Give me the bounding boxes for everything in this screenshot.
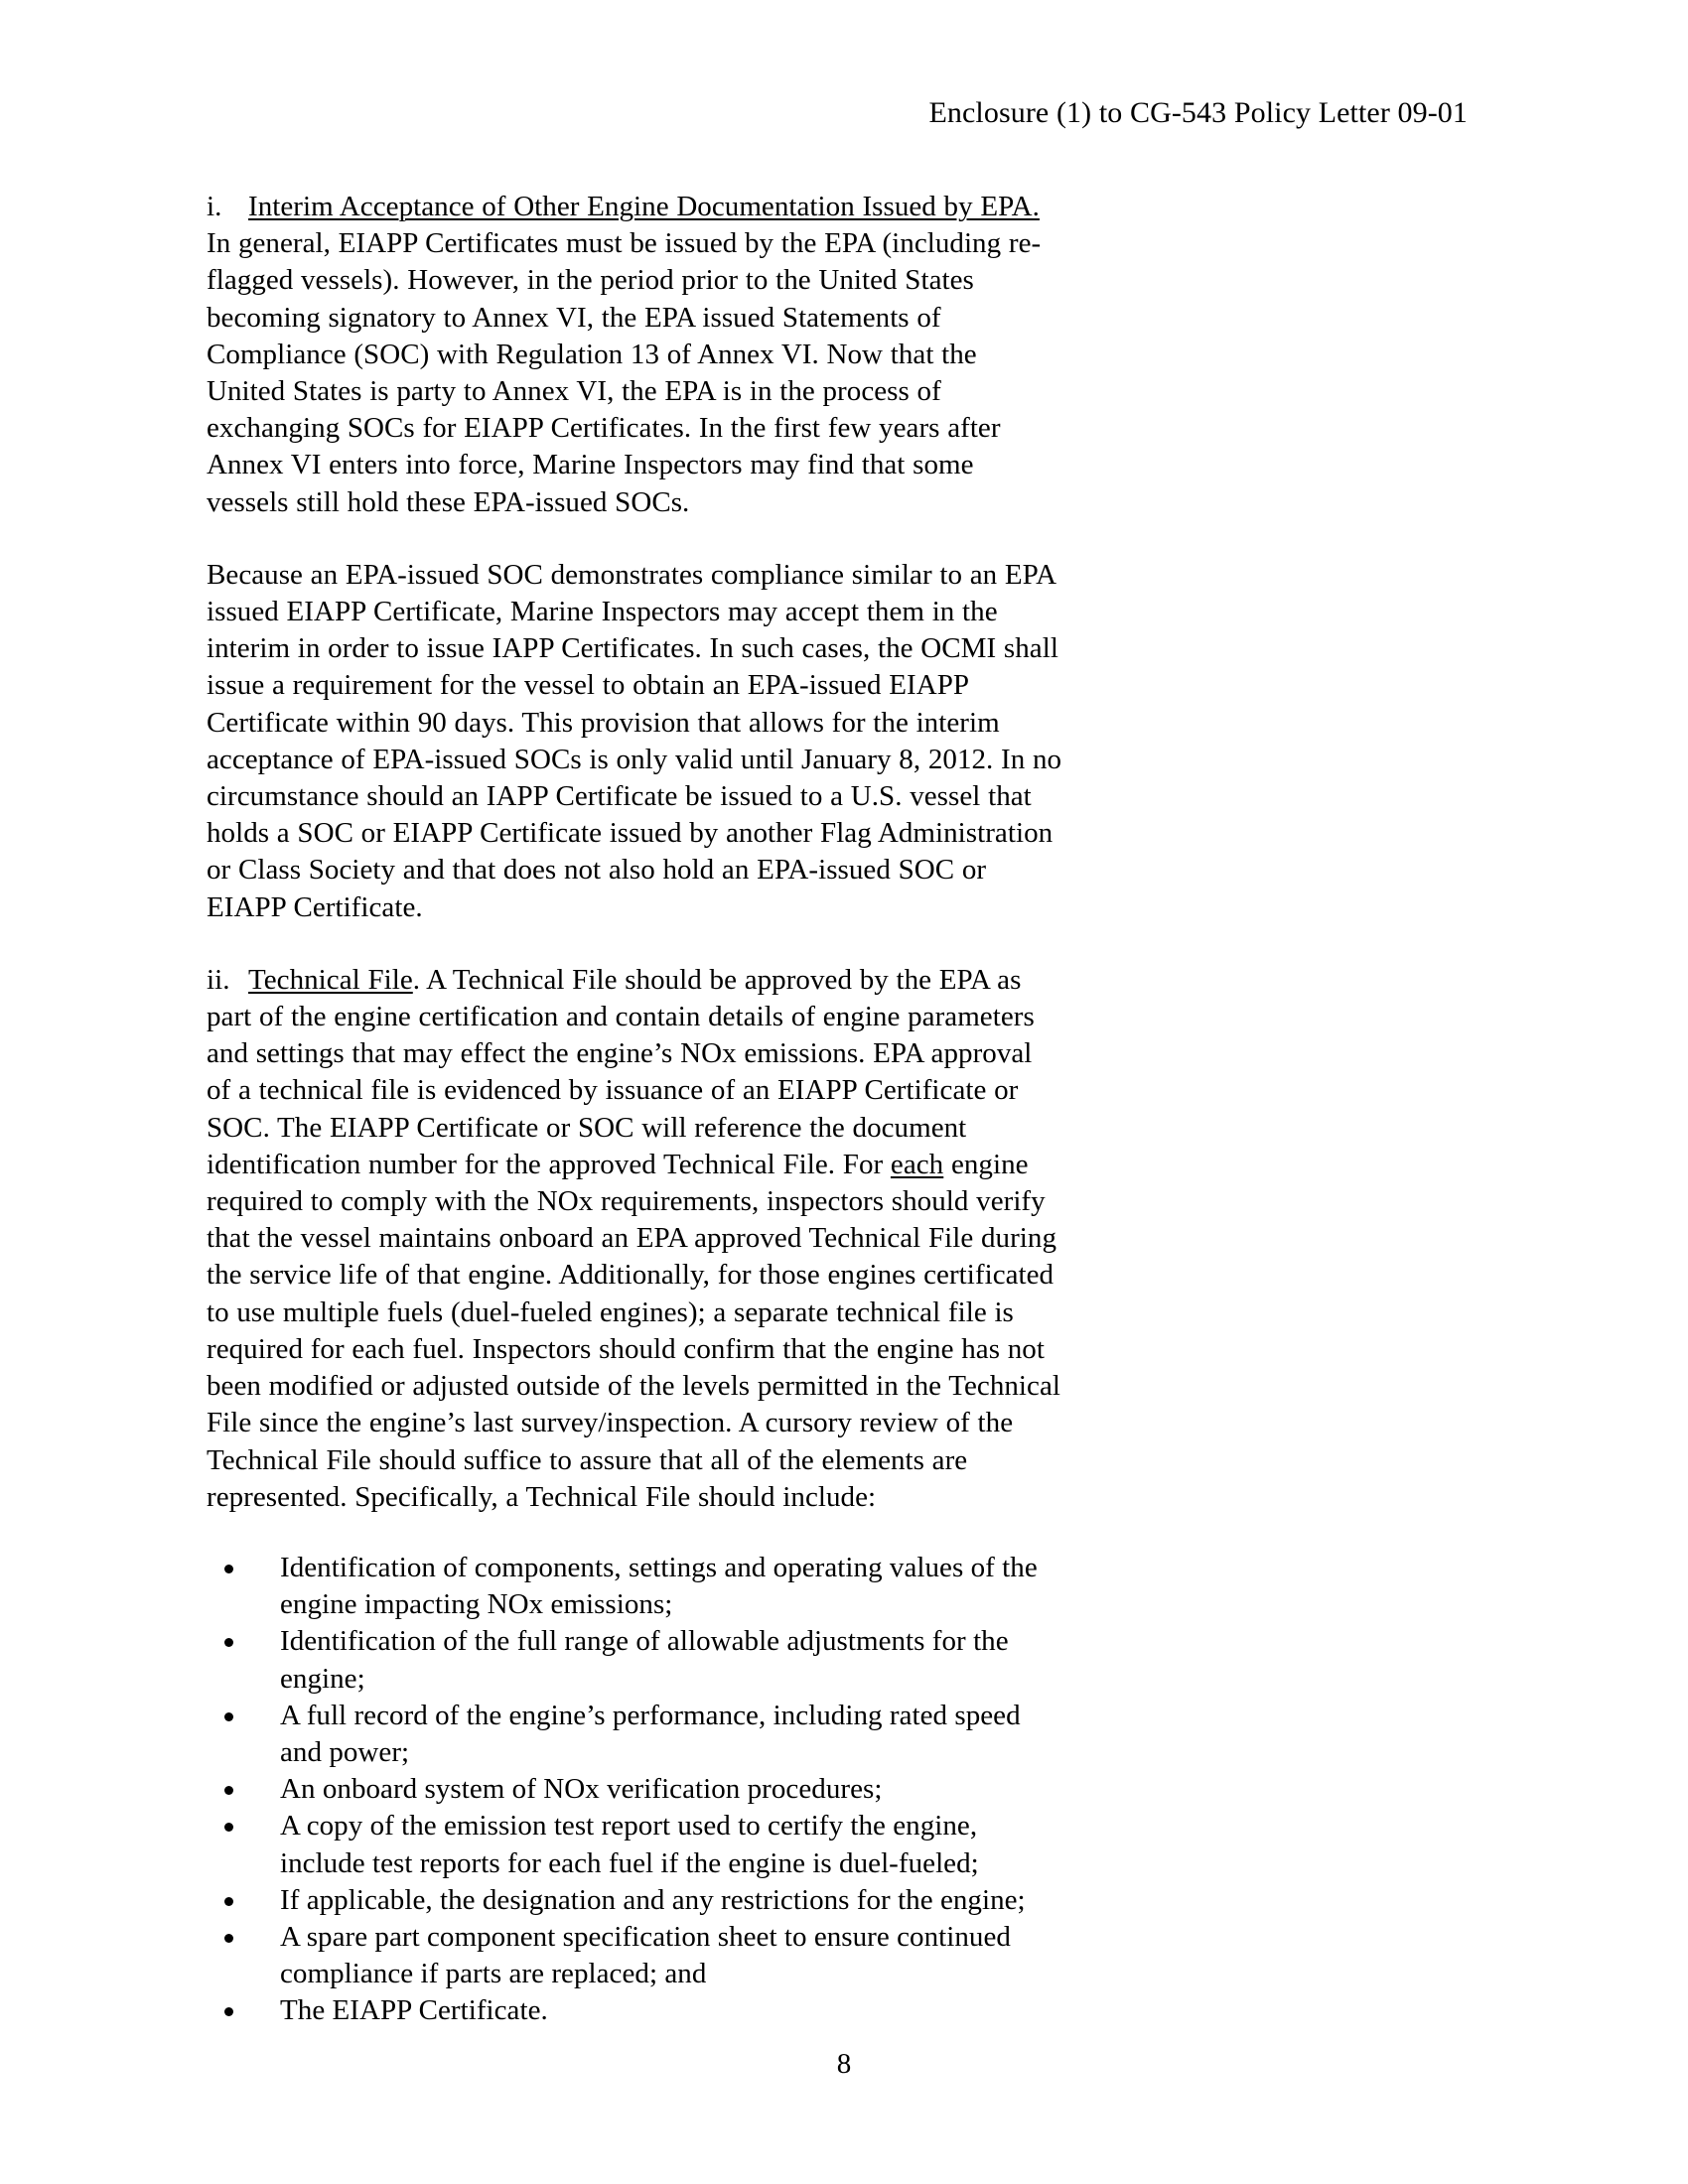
bullet-icon [224, 2007, 233, 2016]
bullet-icon [224, 1638, 233, 1647]
run-in-heading-technical-file: Technical File [248, 963, 413, 996]
bullet-icon [224, 1934, 233, 1943]
list-item [218, 1771, 1062, 1808]
document-body [207, 189, 1062, 2030]
list-item [218, 1550, 1062, 1623]
list-item-text: The EIAPP Certificate. [280, 1994, 548, 2027]
paragraph-technical-file-text-part1: . A Technical File should be approved by the EPA as part of the engine certification and contain details of engine parameters and settings that may effect the engine’s NOx emissions. EPA approval of a technical file is evidenced by issuance of an EIAPP Certificate or SOC. The EIAPP Certificate or SOC will reference the document identification number for the approved Technical File. For [207, 963, 1035, 1180]
list-item [218, 1882, 1062, 1919]
paragraph-interim-acceptance-text: In general, EIAPP Certificates must be issued by the EPA (including re-flagged vessels). However, in the period prior to the United States becoming signatory to Annex VI, the EPA issued Statements of Compliance (SOC) with Regulation 13 of Annex VI. Now that the United States is party to Annex VI, the EPA is in the process of exchanging SOCs for EIAPP Certificates. In the first few years after Annex VI enters into force, Marine Inspectors may find that some vessels still hold these EPA-issued SOCs. [207, 227, 1042, 518]
list-item [218, 1623, 1062, 1697]
bullet-icon [224, 1897, 233, 1906]
paragraph-technical-file [207, 962, 1062, 1516]
list-item [218, 1808, 1062, 1881]
list-item-text: An onboard system of NOx verification procedures; [280, 1773, 883, 1806]
bullet-icon [224, 1565, 233, 1573]
paragraph-technical-file-text-part2: engine required to comply with the NOx requirements, inspectors should verify that the vessel maintains onboard an EPA approved Technical File during the service life of that engine. Additionally, for those engines certificated to use multiple fuels (duel-fueled engines); a separate technical file is required for each fuel. Inspectors should confirm that the engine has not been modified or adjusted outside of the levels permitted in the Technical File since the engine’s last survey/inspection. A cursory review of the Technical File should suffice to assure that all of the elements are represented. Specifically, a Technical File should include: [207, 1148, 1060, 1513]
list-item [218, 1992, 1062, 2029]
run-in-heading-interim-acceptance: Interim Acceptance of Other Engine Documentation Issued by EPA. [248, 191, 1040, 222]
bullet-icon [224, 1823, 233, 1832]
list-item-text: A copy of the emission test report used to certify the engine, include test reports for each fuel if the engine is duel-fueled; [280, 1810, 979, 1879]
list-item-text: Identification of the full range of allowable adjustments for the engine; [280, 1625, 1009, 1695]
page-number: 8 [836, 2048, 852, 2080]
page-header: Enclosure (1) to CG-543 Policy Letter 09-01 [928, 96, 1468, 129]
list-item-text: A spare part component specification sheet to ensure continued compliance if parts are replaced; and [280, 1920, 1011, 1990]
bullet-icon [224, 1786, 233, 1795]
paragraph-interim-acceptance [207, 189, 1062, 521]
list-item [218, 1698, 1062, 1771]
list-item-text: Identification of components, settings and operating values of the engine impacting NOx emissions; [280, 1551, 1038, 1621]
list-item [218, 1919, 1062, 1992]
technical-file-requirements-list [207, 1550, 1062, 2030]
bullet-icon [224, 1712, 233, 1721]
paragraph-soc-interim-use [207, 557, 1062, 926]
list-marker-roman-ii: ii. [207, 963, 230, 996]
emphasized-word-each: each [890, 1148, 944, 1180]
paragraph-soc-interim-use-text: Because an EPA-issued SOC demonstrates compliance similar to an EPA issued EIAPP Certificate, Marine Inspectors may accept them in the interim in order to issue IAPP Certificates. In such cases, the OCMI shall issue a requirement for the vessel to obtain an EPA-issued EIAPP Certificate within 90 days. This provision that allows for the interim acceptance of EPA-issued SOCs is only valid until January 8, 2012. In no circumstance should an IAPP Certificate be issued to a U.S. vessel that holds a SOC or EIAPP Certificate issued by another Flag Administration or Class Society and that does not also hold an EPA-issued SOC or EIAPP Certificate. [207, 558, 1062, 923]
list-item-text: If applicable, the designation and any restrictions for the engine; [280, 1883, 1026, 1916]
list-item-text: A full record of the engine’s performance, including rated speed and power; [280, 1699, 1021, 1768]
list-marker-roman-i: i. [207, 191, 222, 222]
